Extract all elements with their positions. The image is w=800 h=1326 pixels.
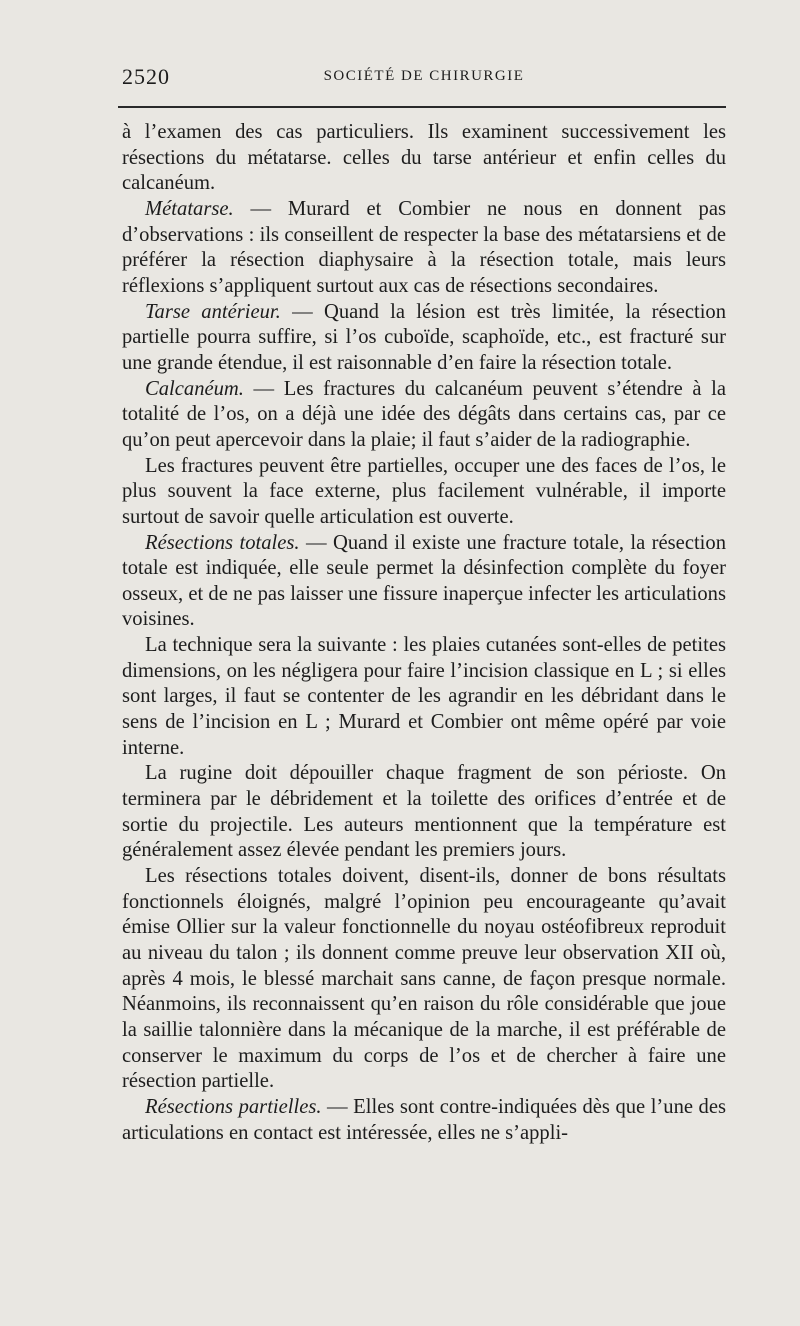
- paragraph-tarse-anterieur: [122, 300, 726, 377]
- paragraph-fractures-partielles: [122, 454, 726, 531]
- paragraph-metatarse: [122, 197, 726, 300]
- paragraph-text: La technique sera la suivante : les plaies cutanées sont-elles de petites dimensions, on les négligera pour faire l’incision classique en L ; si elles sont larges, il faut se contenter de les agrandir en les débridant dans le sens de l’incision en L ; Murard et Combier ont même opéré par voie interne.: [122, 634, 726, 759]
- paragraph-text: — Quand la lésion est très limitée, la résection partielle pourra suffire, si l’os cuboïde, scaphoïde, etc., est fracturé sur une grande étendue, il est raisonnable d’en faire la résection totale.: [122, 300, 727, 374]
- section-heading-resections-totales: Résections totales.: [145, 531, 300, 554]
- paragraph-text: — Quand il existe une fracture totale, la résection totale est indiquée, elle seule permet la désinfection complète du foyer osseux, et de ne pas laisser une fissure inaperçue infecter les articulations voisines.: [122, 531, 726, 631]
- paragraph-text: Les fractures peuvent être partielles, occuper une des faces de l’os, le plus souvent la face externe, plus facilement vulnérable, il importe surtout de savoir quelle articulation est ouverte.: [122, 454, 726, 528]
- paragraph-continuation: [122, 120, 726, 197]
- paragraph-rugine: [122, 761, 726, 864]
- paragraph-text: à l’examen des cas particuliers. Ils examinent successivement les résections du métatarse. celles du tarse antérieur et enfin celles du calcanéum.: [122, 121, 726, 195]
- paragraph-resultats: [122, 864, 726, 1095]
- paragraph-text: — Murard et Combier ne nous en donnent pas d’observations : ils conseillent de respecter la base des métatarsiens et de préférer la résection diaphysaire à la résection totale, mais leurs réflexions s’appliquent surtout aux cas de résections secondaires.: [122, 197, 726, 297]
- paragraph-text: Les résections totales doivent, disent-ils, donner de bons résultats fonctionnels éloignés, malgré l’opinion peu encourageante qu’avait émise Ollier sur la valeur fonctionnelle du noyau ostéofibreux reproduit au niveau du talon ; ils donnent comme preuve leur observation XII où, après 4 mois, le blessé marchait sans canne, de façon presque normale. Néanmoins, ils reconnaissent qu’en raison du rôle considérable que joue la saillie talonnière dans la mécanique de la marche, il est préférable de conserver le maximum du corps de l’os et de chercher à faire une résection partielle.: [122, 865, 726, 1093]
- paragraph-text: La rugine doit dépouiller chaque fragment de son périoste. On terminera par le débridement et la toilette des orifices d’entrée et de sortie du projectile. Les auteurs mentionnent que la température est généralement assez élevée pendant les premiers jours.: [122, 762, 726, 862]
- paragraph-resections-partielles: [122, 1095, 726, 1146]
- section-heading-calcaneum: Calcanéum.: [145, 377, 244, 400]
- page-number: 2520: [122, 64, 170, 89]
- header-rule: [118, 106, 726, 108]
- paragraph-text: — Les fractures du calcanéum peuvent s’étendre à la totalité de l’os, on a déjà une idée des dégâts dans certains cas, par ce qu’on peut apercevoir dans la plaie; il faut s’aider de la radiographie.: [122, 377, 726, 451]
- paragraph-calcaneum: [122, 377, 726, 454]
- section-heading-tarse-anterieur: Tarse antérieur.: [145, 300, 281, 323]
- running-title: SOCIÉTÉ DE CHIRURGIE: [323, 68, 525, 84]
- paragraph-technique: [122, 633, 726, 761]
- paragraph-resections-totales: [122, 531, 726, 634]
- section-heading-metatarse: Métatarse.: [145, 197, 234, 220]
- paragraph-text: — Elles sont contre-indiquées dès que l’une des articulations en contact est intéressée, elles ne s’appli-: [122, 1095, 726, 1144]
- body-text: [122, 120, 726, 1146]
- section-heading-resections-partielles: Résections partielles.: [145, 1095, 322, 1118]
- page-header: [122, 64, 726, 94]
